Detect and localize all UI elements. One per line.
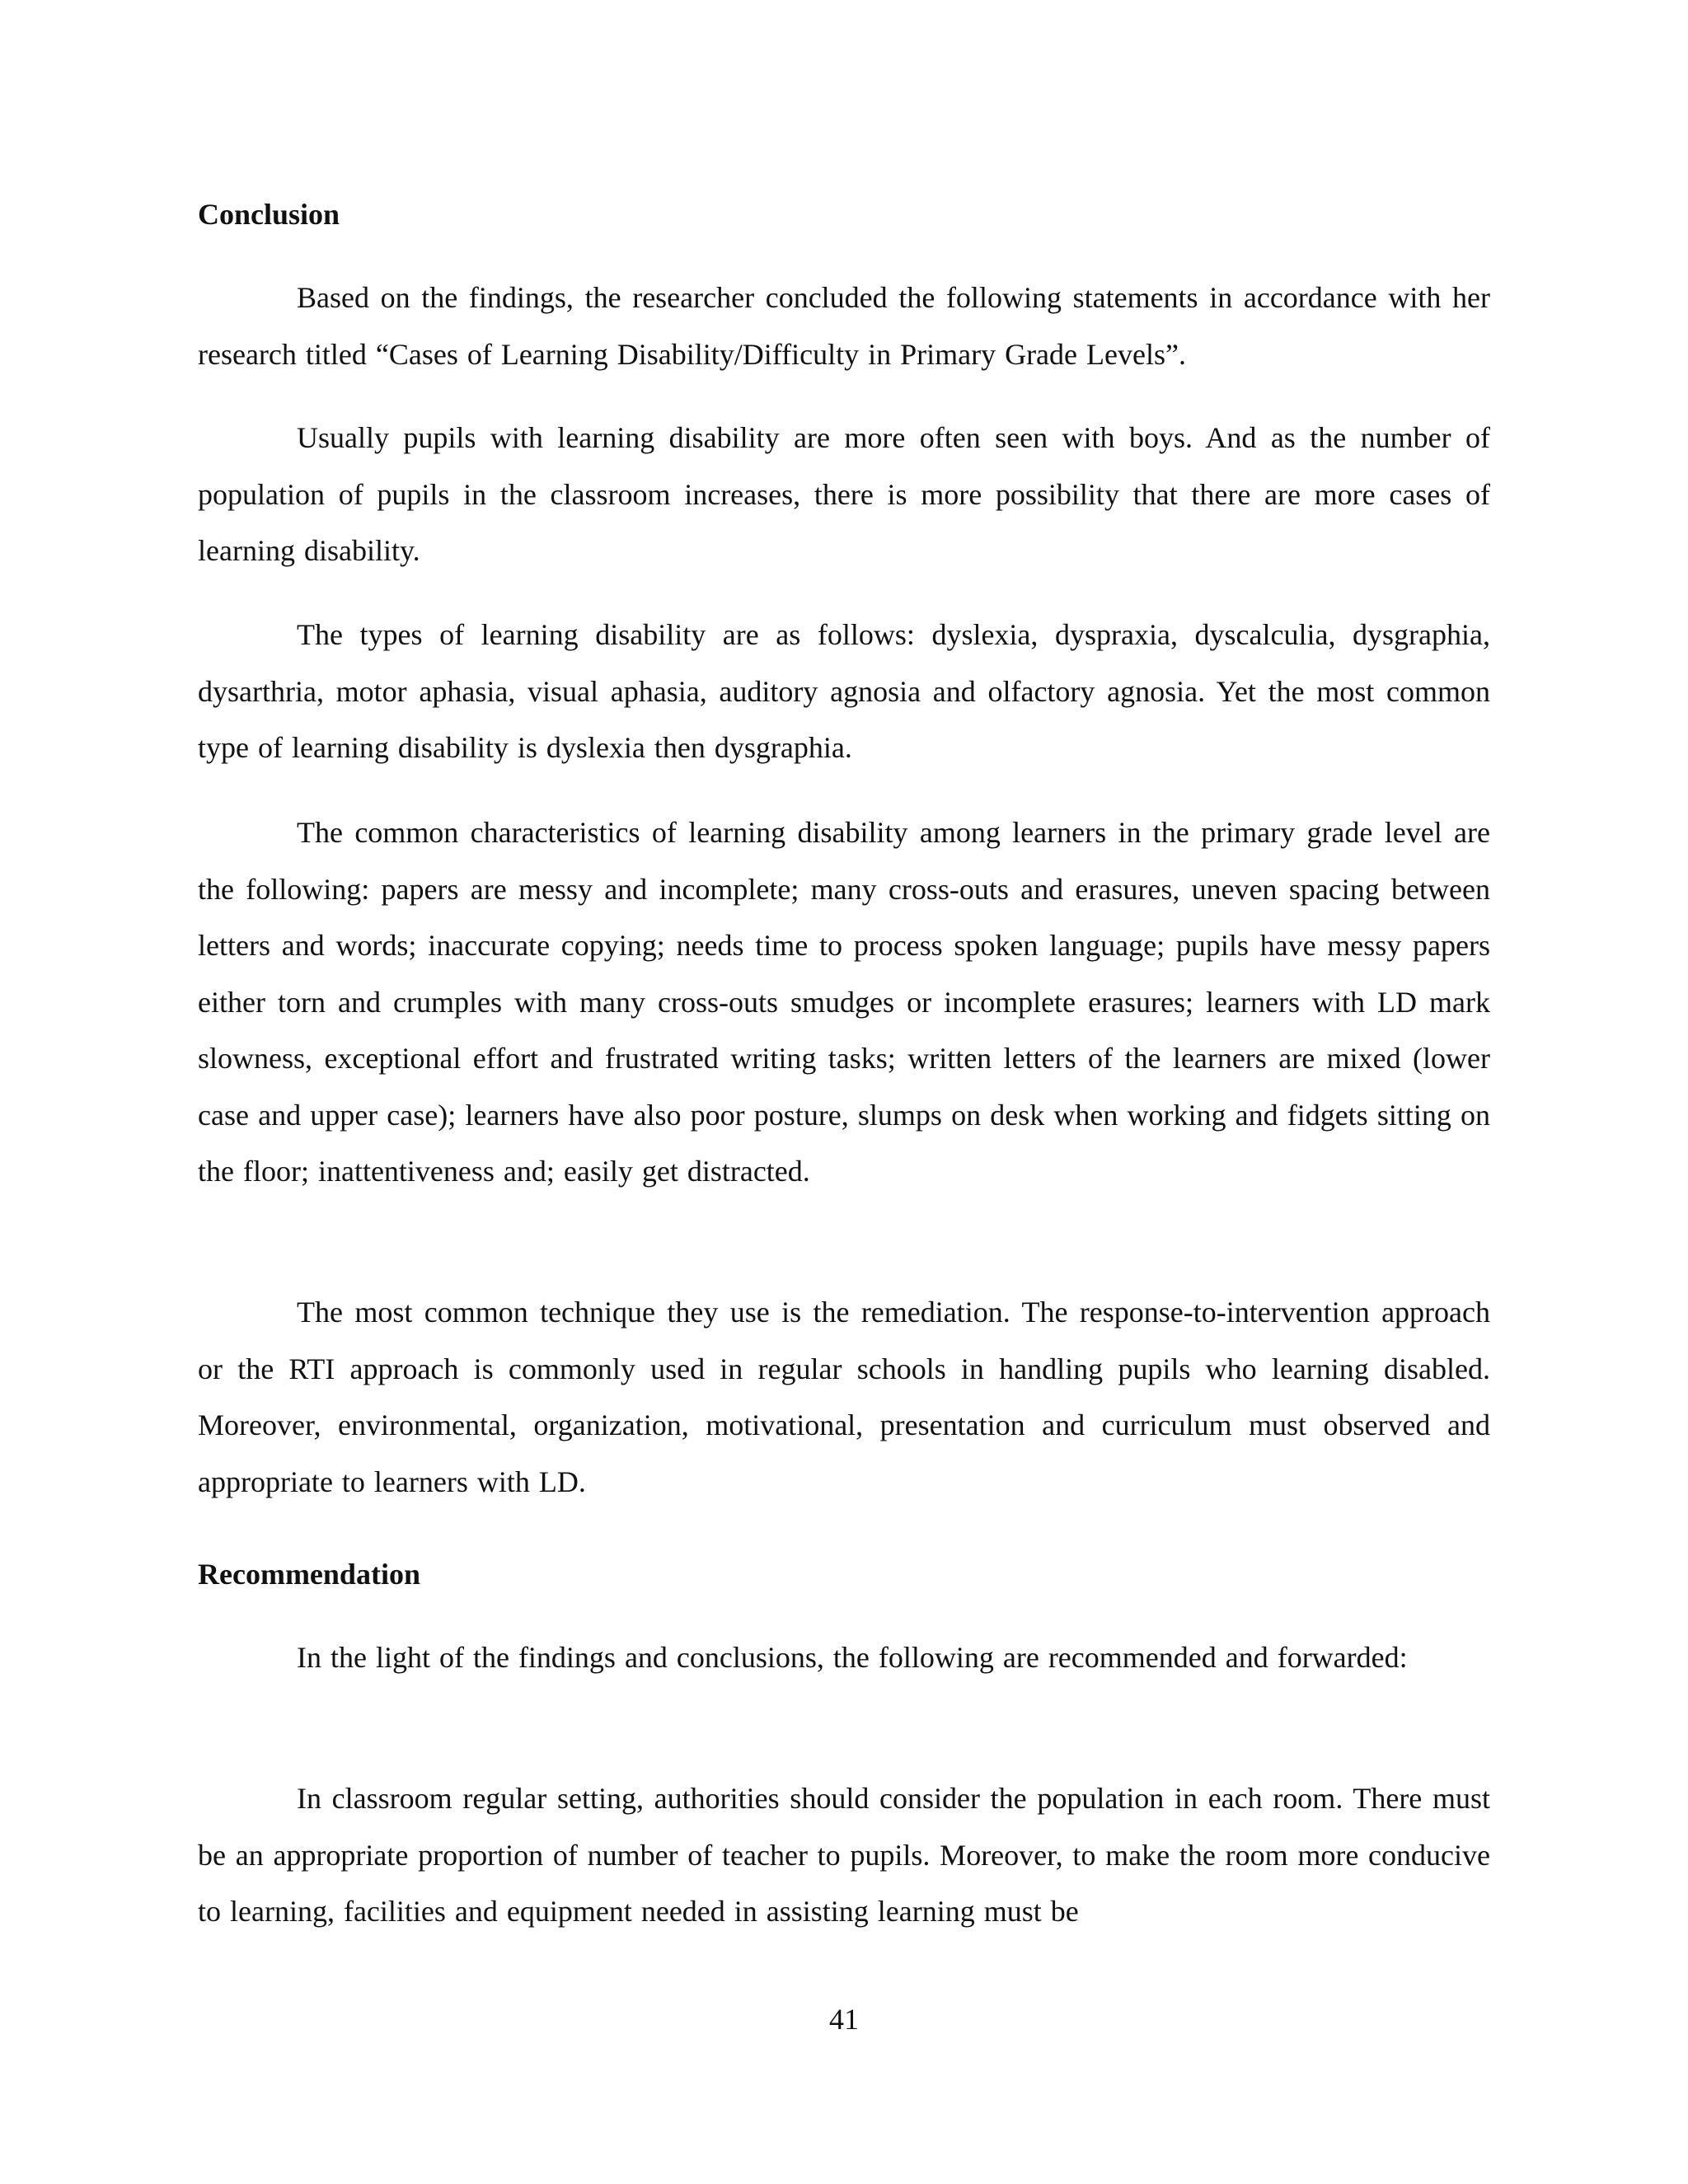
recommendation-paragraph-2: In classroom regular setting, authorities should consider the population in each room. There must be an appropriate proportion of number of teacher to pupils. Moreover, to make the room more conducive to learning, facilities and equipment needed in assisting learning must be bbox=[198, 1782, 1490, 1928]
conclusion-paragraph-5: The most common technique they use is the remediation. The response-to-intervention approach or the RTI approach is commonly used in regular schools in handling pupils who learning disabled. Moreover, environmental, organization, motivational, presentation and curriculum must observed and appropriate to learners with LD. bbox=[198, 1296, 1490, 1498]
conclusion-heading: Conclusion bbox=[198, 198, 340, 231]
page-number: 41 bbox=[829, 2003, 859, 2036]
conclusion-paragraph-1: Based on the findings, the researcher concluded the following statements in accordance with her research titled “Cases of Learning Disability/Difficulty in Primary Grade Levels”. bbox=[198, 281, 1490, 371]
conclusion-paragraph-3: The types of learning disability are as follows: dyslexia, dyspraxia, dyscalculia, dysgraphia, dysarthria, motor aphasia, visual aphasia, auditory agnosia and olfactory agnosia. Yet the most common type of learning disability is dyslexia then dysgraphia. bbox=[198, 618, 1490, 764]
recommendation-paragraph-1: In the light of the findings and conclusions, the following are recommended and forwarded: bbox=[297, 1641, 1408, 1674]
recommendation-heading: Recommendation bbox=[198, 1558, 420, 1591]
conclusion-paragraph-4: The common characteristics of learning disability among learners in the primary grade level are the following: papers are messy and incomplete; many cross-outs and erasures, uneven spacing between letters and words; inaccurate copying; needs time to process spoken language; pupils have messy papers either torn and crumples with many cross-outs smudges or incomplete erasures; learners with LD mark slowness, exceptional effort and frustrated writing tasks; written letters of the learners are mixed (lower case and upper case); learners have also poor posture, slumps on desk when working and fidgets sitting on the floor; inattentiveness and; easily get distracted. bbox=[198, 816, 1490, 1188]
conclusion-paragraph-2: Usually pupils with learning disability are more often seen with boys. And as the number of population of pupils in the classroom increases, there is more possibility that there are more cases of learning disability. bbox=[198, 421, 1490, 567]
